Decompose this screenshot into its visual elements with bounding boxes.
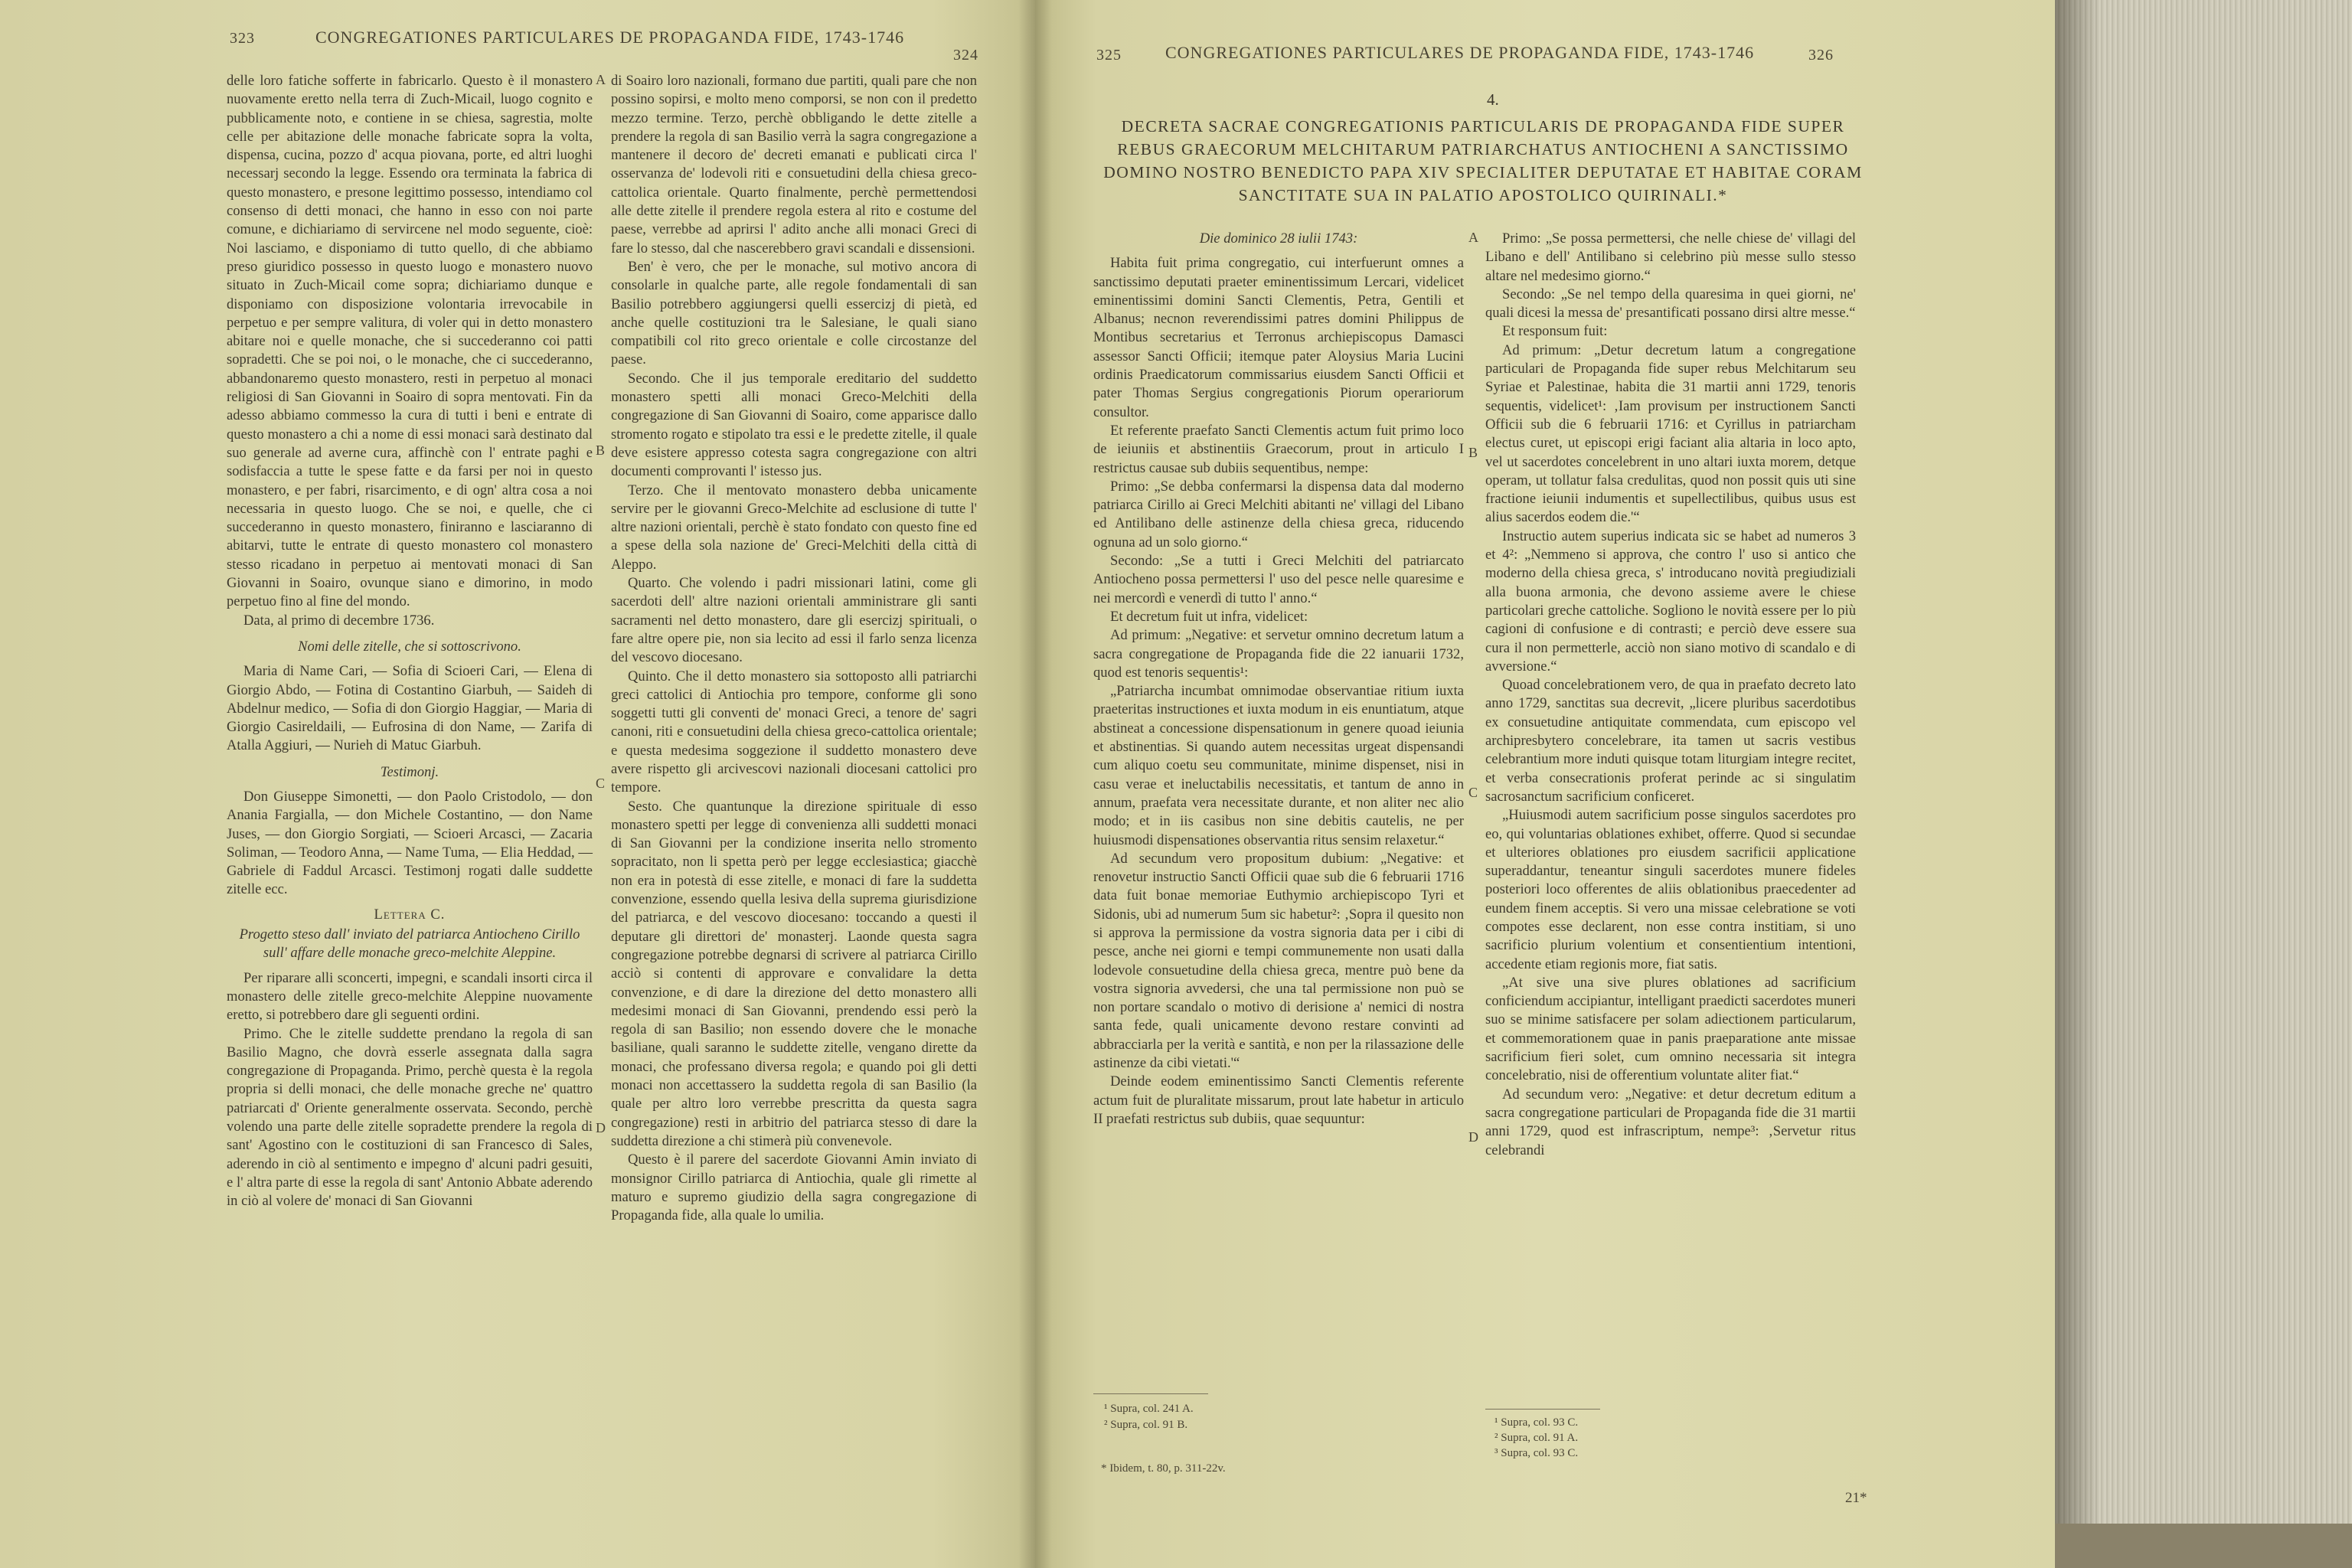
- letter-heading: Lettera C.: [374, 906, 446, 923]
- paragraph: Instructio autem superius indicata sic se habet ad numeros 3 et 4²: „Nemmeno si approva, che contro l' uso si antico che moderno della chiesa greca, s' introducano novità pregiudiziali alla buona armonia, che devono assieme avere le chiese particolari greche cattoliche. Sogliono le novità essere per lo più cagioni di confusione e di contrasti; e perciò deve essere sua cura il non permetterle, acciò non siano motivo di scandalo e di avversione.“: [1485, 528, 1856, 675]
- paragraph: di Soairo loro nazionali, formano due partiti, quali pare che non possino sopirsi, e molto meno comporsi, se non con il predetto mezzo termine. Terzo, perchè obbligando le dette zitelle a prendere la regola di san Basilio verrà la sagra congregazione a mantenere il decoro de' decreti emanati e publicati circa l' osservanza de' lodevoli riti e consuetudini della chiesa greco-cattolica orientale. Quarto finalmente, perchè permettendosi alle dette zitelle il prendere regola estera al rito e costume del paese, verrebbe ad aprirsi l' adito anche alli monaci Greci di fare lo stesso, dal che nascerebbero gravi scandali e dissensioni.: [611, 73, 977, 256]
- witnesses-list: Don Giuseppe Simonetti, — don Paolo Cristodolo, — don Anania Fargialla, — don Michele Costantino, — don Name Juses, — don Giorgio Sorgiati, — Scioeri Arcasci, — Zacaria Soliman, — Teodoro Anna, — Name Tuma, — Elia Heddad, — Gabriele di Faddul Arcasci. Testimonj rogati dalle suddette zitelle ecc.: [227, 788, 593, 898]
- paragraph: Terzo. Che il mentovato monastero debba unicamente servire per le giovanni Greco-Melchite ad esclusione di tutte l' altre nazioni orientali, perchè è stato fondato con questo fine ed a spese della sola nazione de' Greci-Melchiti della città di Aleppo.: [611, 482, 977, 573]
- footnote: * Ibidem, t. 80, p. 311-22v.: [1101, 1462, 1226, 1475]
- paragraph: Primo: „Se possa permettersi, che nelle chiese de' villagi del Libano e dell' Antilibano si celebrino più messe sullo stesso altare nel medesimo giorno.“: [1485, 230, 1856, 284]
- names-heading: Nomi delle zitelle, che si sottoscrivono.: [298, 638, 521, 655]
- margin-marker-d: D: [1468, 1129, 1478, 1145]
- margin-marker-a: A: [1468, 230, 1478, 245]
- date-line: Data, al primo di decembre 1736.: [243, 612, 435, 629]
- right-running-title: CONGREGATIONES PARTICULARES DE PROPAGANDA FIDE, 1743-1746: [1165, 43, 1755, 62]
- paragraph: „At sive una sive plures oblationes ad sacrificium conficiendum accipiantur, intelligant praedicti sacerdotes muneri suo se minime satisfacere per solam adiectionem particularum, et commemorationem quae in panis praeparatione ante missae sacrificium fieri solet, cum omnino necessaria sit integra concelebratio, nisi de offerentium voluntate aliter fiat.“: [1485, 974, 1856, 1084]
- left-page-number: 323: [230, 30, 255, 47]
- paragraph: Questo è il parere del sacerdote Giovanni Amin inviato di monsignor Cirillo patriarca di Antiochia, quale gli rimette al maturo e supremo giudizio della sagra congregazione di Propaganda fide, alla quale lo umilia.: [611, 1152, 977, 1224]
- paragraph: Ad secundum vero propositum dubium: „Negative: et renovetur instructio Sancti Officii quae sub die 6 februarii 1716 data fuit bonae memoriae Euthymio archiepiscopo Tyri et Sidonis, ubi ad numerum 5um sic habetur²: ‚Sopra il quesito non si approva la permissione da vostra signoria data per i cibi di pesce, anche nei giorni e tempi communemente non usati dalla lodevole consuetudine della chiesa greca, mentre può bene da vostra signoria avvedersi, che una tal permissione non può se non portare scandalo o motivo di derisione a' nemici di nostra santa fede, quali unicamente devono restare convinti ad abbracciarla per la verità e santità, e non per la rilassazione delle astinenze da cibi vietati.'“: [1093, 850, 1464, 1072]
- letter-title: Progetto steso dall' inviato del patriarca Antiocheno Cirillo sull' affare delle monache greco-melchite Aleppine.: [239, 926, 580, 962]
- paragraph: Ad primum: „Negative: et servetur omnino decretum latum a sacra congregatione de Propaganda fide die 22 ianuarii 1732, quod est tenoris sequentis¹:: [1093, 627, 1464, 681]
- margin-marker-c: C: [1468, 785, 1478, 800]
- footnote: ¹ Supra, col. 241 A.: [1104, 1403, 1194, 1415]
- right-page-number: 326: [1808, 47, 1834, 64]
- right-column-2: [1485, 230, 1856, 1160]
- paragraph: Et decretum fuit ut infra, videlicet:: [1110, 608, 1308, 625]
- paragraph: Habita fuit prima congregatio, cui interfuerunt omnes a sanctissimo deputati praeter eminentissimum Lercari, videlicet eminentissimi domini Sancti Clementis, Petra, Gentili et Albanus; necnon reverendissimi patres domini Philippus de Montibus secretarius et Terronus archiepiscopus Damasci assessor Sancti Officii; itemque pater Aloysius Maria Lucini ordinis Praedicatorum commissarius eiusdem Sancti Officii et pater Thomas Sergius congregationis Piorum operariorum consultor.: [1093, 255, 1464, 420]
- signature-mark: 21*: [1845, 1490, 1867, 1506]
- left-page: [0, 0, 1035, 1568]
- footnote: ² Supra, col. 91 A.: [1494, 1432, 1579, 1444]
- book-cover-edge: [2055, 1524, 2352, 1568]
- paragraph: Quinto. Che il detto monastero sia sottoposto alli patriarchi greci cattolici di Antiochia pro tempore, conforme gli sono soggetti tutti gli conventi de' monaci Greci, a tenore de' sagri canoni, riti e consuetudini della chiesa greco-cattolica orientale; e questa medesima soggezione il suddetto monastero deve avere rispetto gli arcivescovi nazionali diocesani cattolici pro tempore.: [611, 668, 977, 796]
- left-column-number: 324: [953, 47, 978, 64]
- footnote-rule: [1485, 1409, 1600, 1410]
- margin-marker-c: C: [596, 776, 606, 791]
- paragraph: Per riparare alli sconcerti, impegni, e scandali insorti circa il monastero delle zitelle greco-melchite Aleppine nuovamente eretto, si potrebbero dare gli seguenti ordini.: [227, 969, 593, 1024]
- footnote: ³ Supra, col. 93 C.: [1494, 1447, 1579, 1459]
- page-edges-shadow: [2055, 0, 2101, 1568]
- paragraph: Secondo: „Se a tutti i Greci Melchiti del patriarcato Antiocheno possa permettersi l' uso del pesce nelle quaresime e nei mercordì e venerdì di tutto l' anno.“: [1093, 553, 1464, 606]
- paragraph: Quoad concelebrationem vero, de qua in praefato decreto lato anno 1729, sanctitas sua decrevit, „licere pluribus sacerdotibus ex consuetudine antiquitate commendata, cum episcopo vel archipresbytero concelebrare, ita tamen ut sacris vestibus celebrantium more induti quisque totam liturgiam integre recitet, et verba consecrationis proferat perinde ac si singulatim sacrosanctum sacrificium conficeret.: [1485, 677, 1856, 805]
- left-column-2: [611, 72, 977, 1225]
- book-gutter: [1018, 0, 1052, 1568]
- paragraph: „Patriarcha incumbat omnimodae observantiae ritium iuxta praeteritas instructiones et iuxta modum in eis enuntiatum, atque abstineat a concessione dispensationum in genere quoad ieiunia et abstinentias. Si quando autem necessitas urgeat dispensandi cum aliquo coetu seu communitate, minime dispenset, nisi in casu verae et ineluctabilis necessitatis, et tantum de anno in annum, praefata vera necessitate durante, et non aliter nec alio modo; et in iis casibus non sine debitis cautelis, ne per huiusmodi dispensationes observantia ritus sensim relaxetur.“: [1093, 683, 1464, 848]
- paragraph: Deinde eodem eminentissimo Sancti Clementis referente actum fuit de pluralitate missarum, prout late habetur in articulo II praefati restrictus sub dubiis, quae sequuntur:: [1093, 1073, 1464, 1127]
- left-running-title: CONGREGATIONES PARTICULARES DE PROPAGANDA FIDE, 1743-1746: [315, 28, 905, 47]
- paragraph: Ad primum: „Detur decretum latum a congregatione particulari de Propaganda fide super rebus Melchitarum seu Syriae et Palestinae, habita die 31 martii anni 1729, tenoris sequentis, videlicet¹: ‚Iam provisum per instructionem Sancti Officii sub die 6 februarii 1716: et Cyrillus in patriarcham electus curet, ut episcopi erigi faciant alia altaria in loco apto, vel ut sacerdotes concelebrent in uno altari iuxta morem, detque operam, ut tollatur falsa credulitas, quod non possit quis uti sine fractione ieiunii indumentis et supellectilibus, quibus usus est alius sacerdos eodem die.'“: [1485, 341, 1856, 526]
- document-number: 4.: [1487, 90, 1499, 109]
- paragraph: Secondo: „Se nel tempo della quaresima in quei giorni, ne' quali dicesi la messa de' presantificati possano dirsi altre messe.“: [1485, 286, 1856, 322]
- paragraph: Primo. Che le zitelle suddette prendano la regola di san Basilio Magno, che dovrà esserle assegnata dalla sagra congregazione di Propaganda. Primo, perchè questa è la regola propria si delli monaci, che delle monache greche ne' quattro patriarcati d' Oriente generalmente osservata. Secondo, perchè volendo una parte delle zitelle sopradette prendere la regola di sant' Agostino con le costituzioni di san Francesco di Sales, aderendo in ciò al sentimento e impegno d' alcuni padri gesuiti, e l' altra parte di esse la regola di sant' Antonio Abbate aderendo in ciò al volere de' monaci di San Giovanni: [227, 1025, 593, 1210]
- dateline: Die dominico 28 iulii 1743:: [1199, 230, 1358, 247]
- margin-marker-b: B: [596, 443, 606, 458]
- names-list: Maria di Name Cari, — Sofia di Scioeri Cari, — Elena di Giorgio Abdo, — Fotina di Costantino Giarbuh, — Saideh di Abdelnur medico, — Sofia di don Giorgio Haggiar, — Maria di Giorgio Casireldaili, — Eufrosina di don Name, — Zarifa di Atalla Aggiuri, — Nurieh di Matuc Giarbuh.: [227, 663, 593, 754]
- paragraph: Et responsum fuit:: [1502, 323, 1608, 340]
- footnote: ² Supra, col. 91 B.: [1104, 1419, 1188, 1431]
- paragraph: Primo: „Se debba confermarsi la dispensa data dal moderno patriarca Cirillo ai Greci Melchiti abitanti ne' villagi del Libano ed Antilibano delle astinenze della chiesa greca, riducendo ognuna ad un solo giorno.“: [1093, 478, 1464, 550]
- paragraph: Ad secundum vero: „Negative: et detur decretum editum a sacra congregatione particulari de Propaganda fide die 31 martii anni 1729, quod est infrascriptum, nempe³: ‚Servetur ritus celebrandi: [1485, 1086, 1856, 1158]
- paragraph: „Huiusmodi autem sacrificium posse singulos sacerdotes pro eo, qui voluntarias oblationes exhibet, offerre. Quod si secundae et ulteriores oblationes pro eiusdem sacrificii applicatione superaddantur, teneantur singuli sacerdotes munere fideles posteriori loco offerentes de aliis oblationibus praecedenter ad eundem finem acceptis. Si vero una missae celebratione se voti compotes esse declarent, non esse contra institiam, si uno sacrificio plurium volentium et consentientium intentioni, accedente etiam regionis more, fiat satis.: [1485, 807, 1856, 972]
- right-column-1: [1093, 230, 1464, 1129]
- footnote-rule: [1093, 1393, 1208, 1394]
- right-page: [1035, 0, 2055, 1568]
- footnote: ¹ Supra, col. 93 C.: [1494, 1416, 1579, 1429]
- margin-marker-d: D: [596, 1120, 606, 1135]
- paragraph: Ben' è vero, che per le monache, sul motivo ancora di consolarle in qualche parte, alle regole fondamentali di san Basilio potrebbero aggiungersi quelli essercizj di pietà, ed anche quelle costituzioni tra le Salesiane, le quali siano compatibili col rito greco orientale e colle circostanze del paese.: [611, 258, 977, 368]
- paragraph: Quarto. Che volendo i padri missionari latini, come gli sacerdoti dell' altre nazioni orientali amministrare gli santi sacramenti nel detto monastero, dare gli esercizj spirituali, o fare altre opere pie, non sia lecito ad essi il farlo senza licenza del vescovo diocesano.: [611, 575, 977, 666]
- witnesses-heading: Testimonj.: [380, 763, 439, 780]
- margin-marker-a: A: [596, 72, 606, 87]
- margin-marker-b: B: [1468, 445, 1478, 460]
- paragraph: delle loro fatiche sofferte in fabricarlo. Questo è il monastero nuovamente eretto nella terra di Zuch-Micail, luogo cognito e pubblicamente noto, e contiene in se chiesa, sagrestia, molte celle per abitazione delle monache fabricate sopra la volta, dispensa, cucina, pozzo d' acqua piovana, porte, ed altri luoghi necessarj secondo la legge. Essendo ora terminata la fabrica di questo monastero, e presone legittimo possesso, intendiamo col consenso di detti monaci, che hanno in esso con noi parte comune, e dichiariamo di servircene nel modo seguente, cioè: Noi lasciamo, e disponiamo di tutto quello, di che abbiamo preso giuridico possesso in questo luogo e monastero nuovo situato in Zuch-Micail come sopra; dichiariamo dunque e disponiamo con disposizione volontaria irrevocabile in perpetuo e per sempre valitura, di voler qui in detto monastero abitare noi e quelle monache, che si succederanno coi patti sopradetti. Che se poi noi, o le monache, che ci succederanno, abbandonaremo questo monastero, resti in perpetuo al monaci religiosi di San Giovanni in Soairo di sopra mentovati. Fin da adesso abbiamo commesso la cura di tutti i beni e entrate di questo monastero a chi a nome di essi monaci sarà destinato dal suo generale ad averne cura, affinchè con l' entrate paghi e sodisfaccia a tutte le spese fatte e da farsi per noi in questo monastero, e per fabri, risarcimento, e di ogn' altra cosa a noi necessaria in questo luogo. Che se noi, e quelle, che ci succederanno in questo monastero, finiranno e lasciaranno di abitarvi, tutte le entrate di questo monastero col monastero stesso ricadano in perpetuo ai mentovati monaci di San Giovanni in Soairo, ovunque siano e dimorino, in modo perpetuo fino al fine del mondo.: [227, 73, 593, 610]
- paragraph: Sesto. Che quantunque la direzione spirituale di esso monastero spetti per legge di convenienza alli suddetti monaci di San Giovanni per la condizione inserita nello stromento sopracitato, non li spetta però per legge ecclesiastica; giacchè non era in potestà di esse zitelle, e monaci di fare la suddetta convenzione, essendo quella lesiva della suprema giurisdizione del patriarca, e del vescovo diocesano: toccando a questi il deputare gli direttori de' monasterj. Laonde questa sagra congregazione potrebbe degnarsi di scrivere al patriarca Cirillo acciò si contenti di approvare e convalidare la detta convenzione, e di dare la direzione del detto monastero alli medesimi monaci di San Giovanni, prendendo essi però la regola di san Basilio; non essendo dovere che le monache basiliane, quali saranno le suddette zitelle, vengano dirette da monaci, che professano diversa regola; e quando poi gli detti monaci non accettassero la suddetta regola di san Basilio (la quale per altro loro verrebbe prescritta da questa sagra congregazione) resti in arbitrio del patriarca stesso di dare la suddetta direzione a chi stimerà più convenevole.: [611, 798, 977, 1149]
- document-title: DECRETA SACRAE CONGREGATIONIS PARTICULARIS DE PROPAGANDA FIDE SUPER REBUS GRAECORUM MELCHITARUM PATRIARCHATUS ANTIOCHENI A SANCTISSIMO DOMINO NOSTRO BENEDICTO PAPA XIV SPECIALITER DEPUTATAE ET HABITAE CORAM SANCTITATE SUA IN PALATIO APOSTOLICO QUIRINALI.*: [1103, 117, 1863, 204]
- paragraph: Secondo. Che il jus temporale ereditario del suddetto monastero spetti alli monaci Greco-Melchiti della congregazione di San Giovanni di Soairo, come apparisce dallo stromento rogato e stipolato tra essi e le predette zitelle, il quale deve esistere appresso cotesta sagra congregazione con altri documenti comprovanti l' istesso jus.: [611, 370, 977, 480]
- left-column-1: [227, 72, 593, 1211]
- paragraph: Et referente praefato Sancti Clementis actum fuit primo loco de ieiuniis et abstinentiis Graecorum, prout in articulo I restrictus causae sub dubiis sequentibus, nempe:: [1093, 422, 1464, 476]
- right-column-number: 325: [1096, 47, 1122, 64]
